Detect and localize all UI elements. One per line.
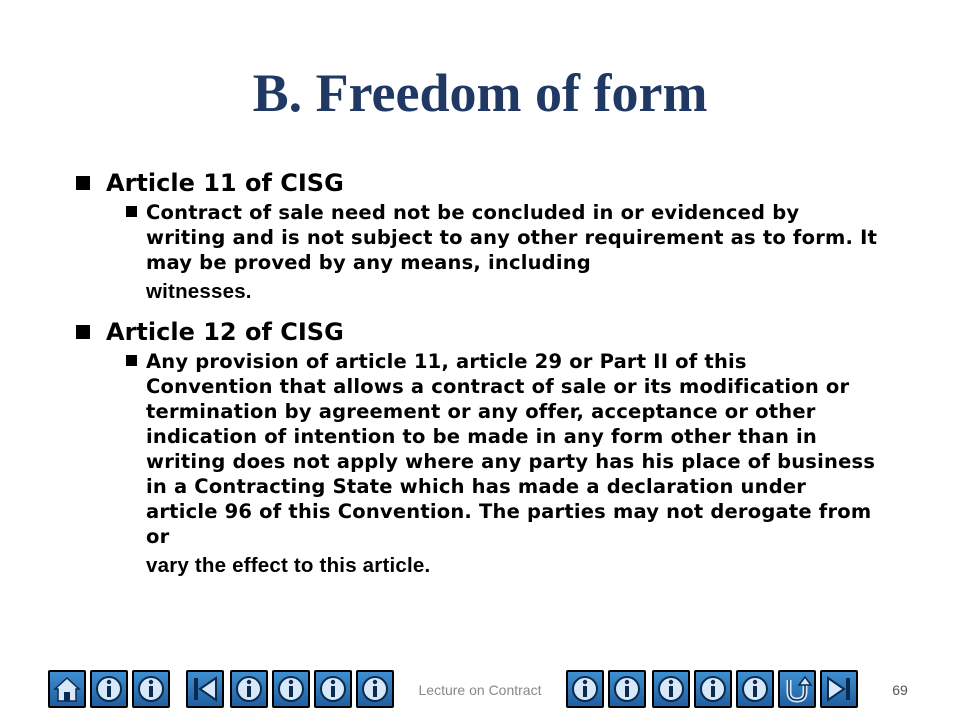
page-number: 69: [892, 682, 908, 698]
bullet-article-11: [74, 166, 880, 200]
info-icon: [696, 672, 730, 706]
info-button-2[interactable]: [132, 670, 170, 708]
article-12-text: Any provision of article 11, article 29 or Part II of this Convention that allows a contract of sale or its modification or termination by agreement or any offer, acceptance or other indication of intention to be made in any form other than in writing does not apply where any party has his place of business in a Contracting State which has made a declaration under article 96 of this Convention. The parties may not derogate from or: [146, 350, 876, 548]
info-button-11[interactable]: [736, 670, 774, 708]
info-button-8[interactable]: [608, 670, 646, 708]
info-button-7[interactable]: [566, 670, 604, 708]
return-icon: [780, 672, 814, 706]
square-bullet-icon: [76, 176, 90, 190]
info-icon: [274, 672, 308, 706]
article-11-text: Contract of sale need not be concluded in or evidenced by writing and is not subject to any other requirement as to form. It may be proved by any means, including: [146, 201, 878, 274]
footer-title: Lecture on Contract: [418, 682, 542, 698]
info-icon: [610, 672, 644, 706]
article-12-heading: Article 12 of CISG: [106, 318, 344, 346]
square-bullet-icon: [126, 355, 137, 366]
slide-title: B. Freedom of form: [252, 63, 708, 123]
info-icon: [568, 672, 602, 706]
info-button-10[interactable]: [694, 670, 732, 708]
navigation-bar: [0, 666, 960, 710]
info-icon: [316, 672, 350, 706]
info-icon: [92, 672, 126, 706]
info-icon: [654, 672, 688, 706]
info-icon: [738, 672, 772, 706]
info-button-4[interactable]: [272, 670, 310, 708]
return-button[interactable]: [778, 670, 816, 708]
first-slide-button[interactable]: [186, 670, 224, 708]
sub-bullet-article-11: [126, 200, 880, 309]
info-icon: [358, 672, 392, 706]
sub-bullet-article-12: [126, 349, 880, 583]
article-11-text-end: witnesses.: [146, 280, 252, 303]
info-button-6[interactable]: [356, 670, 394, 708]
info-button-1[interactable]: [90, 670, 128, 708]
info-button-3[interactable]: [230, 670, 268, 708]
first-slide-icon: [188, 672, 222, 706]
last-slide-button[interactable]: [820, 670, 858, 708]
info-button-9[interactable]: [652, 670, 690, 708]
square-bullet-icon: [126, 206, 137, 217]
square-bullet-icon: [76, 325, 90, 339]
article-11-heading: Article 11 of CISG: [106, 169, 344, 197]
info-icon: [232, 672, 266, 706]
slide-content: [74, 164, 880, 589]
info-button-5[interactable]: [314, 670, 352, 708]
home-icon: [50, 672, 84, 706]
info-icon: [134, 672, 168, 706]
home-button[interactable]: [48, 670, 86, 708]
article-12-text-end: vary the effect to this article.: [146, 554, 431, 577]
bullet-article-12: [74, 315, 880, 349]
last-slide-icon: [822, 672, 856, 706]
